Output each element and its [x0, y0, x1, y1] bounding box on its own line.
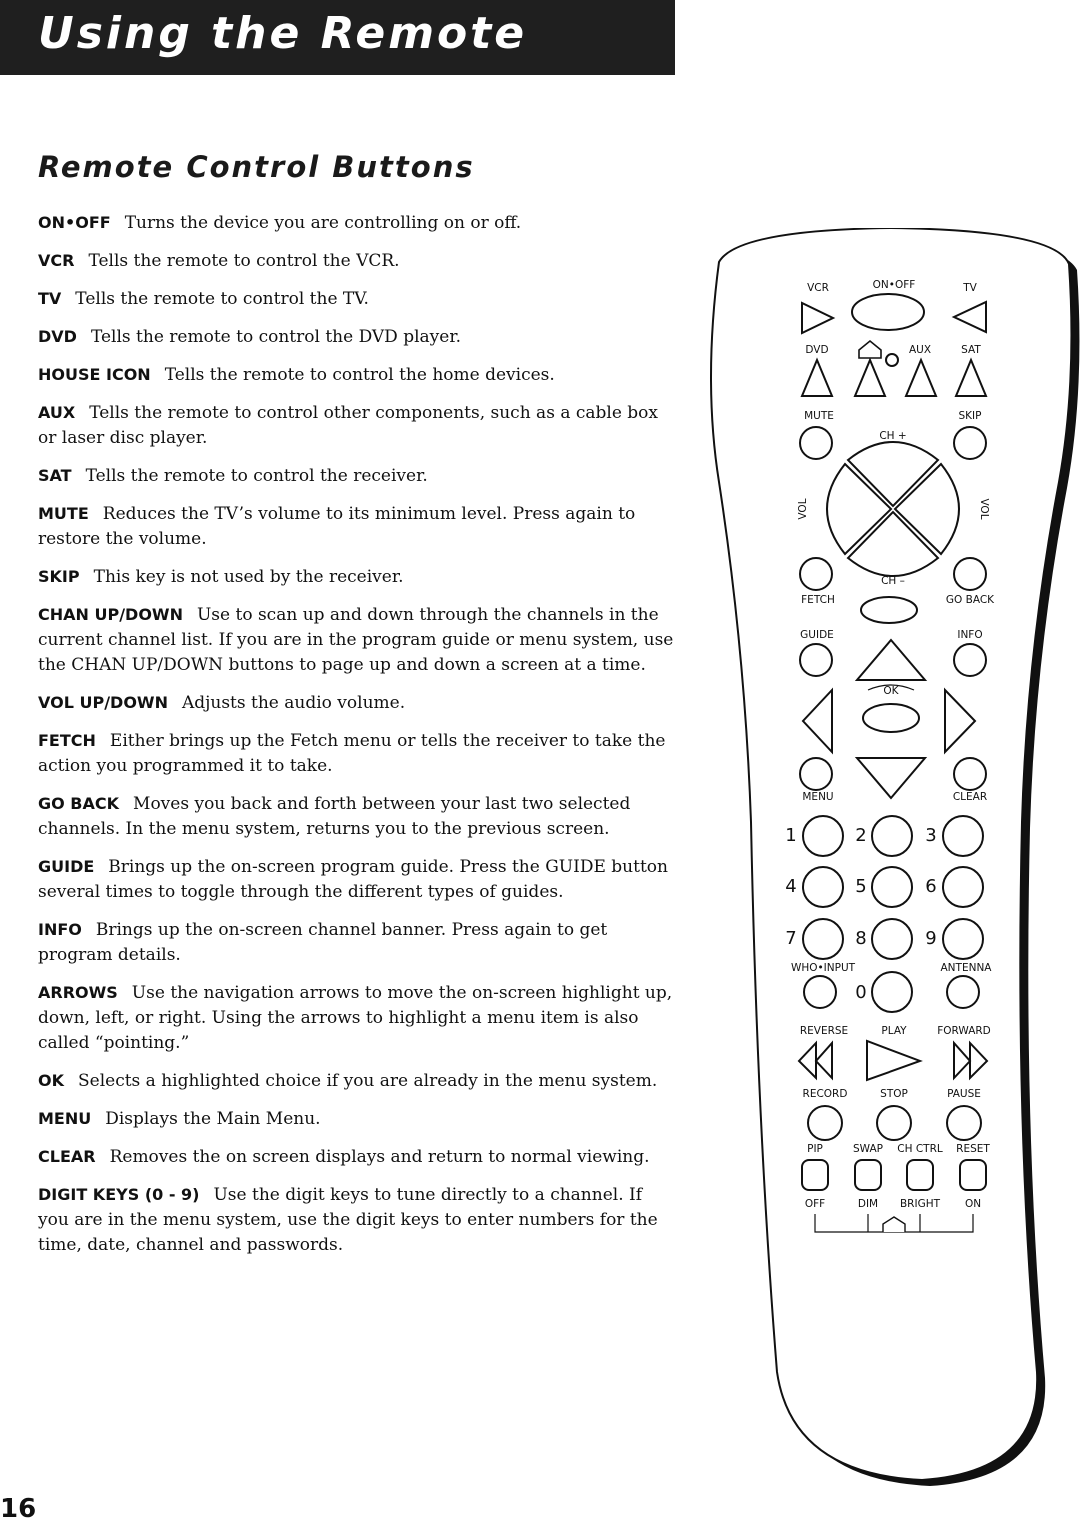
skip-button[interactable]: [954, 427, 986, 459]
entry-term: DIGIT KEYS (0 - 9): [38, 1185, 200, 1204]
menu-button[interactable]: [800, 758, 832, 790]
tv-label: TV: [963, 282, 977, 294]
ch-ctrl-label: CH CTRL: [897, 1143, 943, 1155]
sat-label: SAT: [961, 344, 981, 356]
mute-label: MUTE: [804, 410, 834, 422]
stop-button[interactable]: [877, 1106, 911, 1140]
ch-ctrl-bright-button[interactable]: [907, 1160, 933, 1190]
entry-description: Either brings up the Fetch menu or tells the receiver to take the action you programmed it to take.: [38, 731, 666, 776]
entry-description: Tells the remote to control the DVD player.: [90, 327, 461, 347]
aux-label: AUX: [908, 344, 932, 356]
digit-8-label: 8: [855, 928, 867, 949]
fetch-label: FETCH: [801, 594, 835, 606]
entry-term: CLEAR: [38, 1147, 96, 1166]
swap-label: SWAP: [853, 1143, 883, 1155]
menu-label: MENU: [802, 791, 834, 803]
description-entry: [38, 690, 678, 716]
ok-label: OK: [883, 685, 899, 697]
reset-on-button[interactable]: [960, 1160, 986, 1190]
entry-description: Selects a highlighted choice if you are already in the menu system.: [78, 1071, 658, 1091]
pip-label: PIP: [807, 1143, 823, 1155]
description-entry: [38, 854, 678, 905]
description-entry: [38, 917, 678, 968]
vcr-label: VCR: [807, 282, 829, 294]
stop-label: STOP: [880, 1088, 908, 1100]
section-title: Remote Control Buttons: [38, 150, 475, 184]
entry-description: Brings up the on-screen program guide. Press the GUIDE button several times to toggle through the different types of guides.: [38, 857, 668, 902]
bright-label: BRIGHT: [899, 1198, 941, 1210]
digit-3-button[interactable]: [943, 816, 983, 856]
clear-button[interactable]: [954, 758, 986, 790]
entry-term: MUTE: [38, 504, 89, 523]
description-entry: [38, 1106, 678, 1132]
entry-term: INFO: [38, 920, 82, 939]
skip-label: SKIP: [958, 410, 982, 422]
entry-description: Tells the remote to control other components, such as a cable box or laser disc player.: [38, 403, 659, 448]
dim-label: DIM: [857, 1198, 879, 1210]
digit-8-button[interactable]: [872, 919, 912, 959]
record-button[interactable]: [808, 1106, 842, 1140]
page-title: Using the Remote: [38, 8, 528, 59]
reverse-label: REVERSE: [799, 1025, 849, 1037]
info-label: INFO: [957, 629, 983, 641]
forward-label: FORWARD: [937, 1025, 991, 1037]
entry-description: Tells the remote to control the VCR.: [88, 251, 400, 271]
digit-4-button[interactable]: [803, 867, 843, 907]
entry-term: MENU: [38, 1109, 92, 1128]
digit-6-button[interactable]: [943, 867, 983, 907]
go-back-button[interactable]: [954, 558, 986, 590]
swap-dim-button[interactable]: [855, 1160, 881, 1190]
antenna-button[interactable]: [947, 976, 979, 1008]
entry-term: SAT: [38, 466, 72, 485]
digit-9-button[interactable]: [943, 919, 983, 959]
off-label: OFF: [804, 1198, 826, 1210]
entry-term: ON•OFF: [38, 213, 111, 232]
on-off-button[interactable]: [852, 294, 924, 330]
entry-description: Use to scan up and down through the channels in the current channel list. If you are in the program guide or menu system, use the CHAN UP/DOWN buttons to page up and down a screen at a time.: [38, 605, 674, 675]
description-entry: [38, 1144, 678, 1170]
entry-term: GUIDE: [38, 857, 95, 876]
entry-term: VOL UP/DOWN: [38, 693, 168, 712]
description-entry: [38, 362, 678, 388]
pip-off-button[interactable]: [802, 1160, 828, 1190]
description-entry: [38, 463, 678, 489]
blank-oval-button[interactable]: [861, 597, 917, 623]
description-entry: [38, 728, 678, 779]
who-input-label: WHO•INPUT: [790, 962, 856, 974]
on-label: ON: [964, 1198, 982, 1210]
digit-1-label: 1: [785, 825, 797, 846]
entry-description: Use the navigation arrows to move the on-screen highlight up, down, left, or right. Using the arrows to highlight a menu item is also called “pointing.”: [38, 983, 673, 1053]
digit-5-button[interactable]: [872, 867, 912, 907]
digit-0-button[interactable]: [872, 972, 912, 1012]
entry-term: ARROWS: [38, 983, 118, 1002]
digit-4-label: 4: [785, 876, 797, 897]
guide-button[interactable]: [800, 644, 832, 676]
button-description-list: [38, 210, 678, 1270]
description-entry: [38, 980, 678, 1056]
pause-label: PAUSE: [947, 1088, 981, 1100]
on-off-label: ON•OFF: [872, 279, 916, 291]
entry-description: Tells the remote to control the home devices.: [164, 365, 555, 385]
digit-3-label: 3: [925, 825, 937, 846]
description-entry: [38, 1182, 678, 1258]
house-indicator-icon: [886, 354, 898, 366]
description-entry: [38, 324, 678, 350]
entry-description: Tells the remote to control the TV.: [75, 289, 369, 309]
clear-label: CLEAR: [952, 791, 988, 803]
go-back-label: GO BACK: [945, 594, 995, 606]
entry-description: This key is not used by the receiver.: [93, 567, 404, 587]
reset-label: RESET: [956, 1143, 990, 1155]
description-entry: [38, 210, 678, 236]
digit-2-button[interactable]: [872, 816, 912, 856]
entry-term: GO BACK: [38, 794, 120, 813]
fetch-button[interactable]: [800, 558, 832, 590]
digit-9-label: 9: [925, 928, 937, 949]
antenna-label: ANTENNA: [940, 962, 992, 974]
description-entry: [38, 501, 678, 552]
digit-2-label: 2: [855, 825, 867, 846]
digit-0-label: 0: [855, 982, 867, 1003]
entry-description: Reduces the TV’s volume to its minimum level. Press again to restore the volume.: [38, 504, 636, 549]
entry-description: Adjusts the audio volume.: [181, 693, 406, 713]
entry-description: Moves you back and forth between your last two selected channels. In the menu system, returns you to the previous screen.: [38, 794, 631, 839]
play-label: PLAY: [881, 1025, 907, 1037]
description-entry: [38, 248, 678, 274]
vol-right-label: VOL: [978, 498, 990, 520]
entry-term: VCR: [38, 251, 75, 270]
digit-7-button[interactable]: [803, 919, 843, 959]
digit-1-button[interactable]: [803, 816, 843, 856]
entry-term: FETCH: [38, 731, 96, 750]
vol-left-label: VOL: [797, 498, 809, 520]
record-label: RECORD: [802, 1088, 848, 1100]
guide-label: GUIDE: [800, 629, 834, 641]
entry-term: CHAN UP/DOWN: [38, 605, 183, 624]
remote-control-illustration: [705, 228, 1080, 1488]
entry-term: OK: [38, 1071, 64, 1090]
entry-term: AUX: [38, 403, 76, 422]
ok-button[interactable]: [863, 704, 919, 732]
entry-description: Tells the remote to control the receiver.: [85, 466, 428, 486]
header-bar: [0, 0, 675, 75]
description-entry: [38, 564, 678, 590]
dvd-label: DVD: [805, 344, 829, 356]
digit-5-label: 5: [855, 876, 867, 897]
entry-description: Brings up the on-screen channel banner. Press again to get program details.: [38, 920, 608, 965]
ch-plus-label: CH +: [879, 430, 907, 442]
entry-description: Removes the on screen displays and return to normal viewing.: [109, 1147, 650, 1167]
entry-description: Use the digit keys to tune directly to a channel. If you are in the menu system, use the digit keys to enter numbers for the time, date, channel and passwords.: [38, 1185, 658, 1255]
description-entry: [38, 1068, 678, 1094]
entry-description: Displays the Main Menu.: [105, 1109, 321, 1129]
who-input-button[interactable]: [804, 976, 836, 1008]
description-entry: [38, 791, 678, 842]
description-entry: [38, 286, 678, 312]
digit-7-label: 7: [785, 928, 797, 949]
mute-button[interactable]: [800, 427, 832, 459]
ch-minus-label: CH –: [881, 575, 905, 587]
entry-term: TV: [38, 289, 62, 308]
digit-6-label: 6: [925, 876, 937, 897]
description-entry: [38, 400, 678, 451]
entry-description: Turns the device you are controlling on or off.: [124, 213, 522, 233]
page-number: 16: [0, 1494, 37, 1524]
entry-term: HOUSE ICON: [38, 365, 151, 384]
description-entry: [38, 602, 678, 678]
info-button[interactable]: [954, 644, 986, 676]
entry-term: DVD: [38, 327, 77, 346]
entry-term: SKIP: [38, 567, 80, 586]
pause-button[interactable]: [947, 1106, 981, 1140]
